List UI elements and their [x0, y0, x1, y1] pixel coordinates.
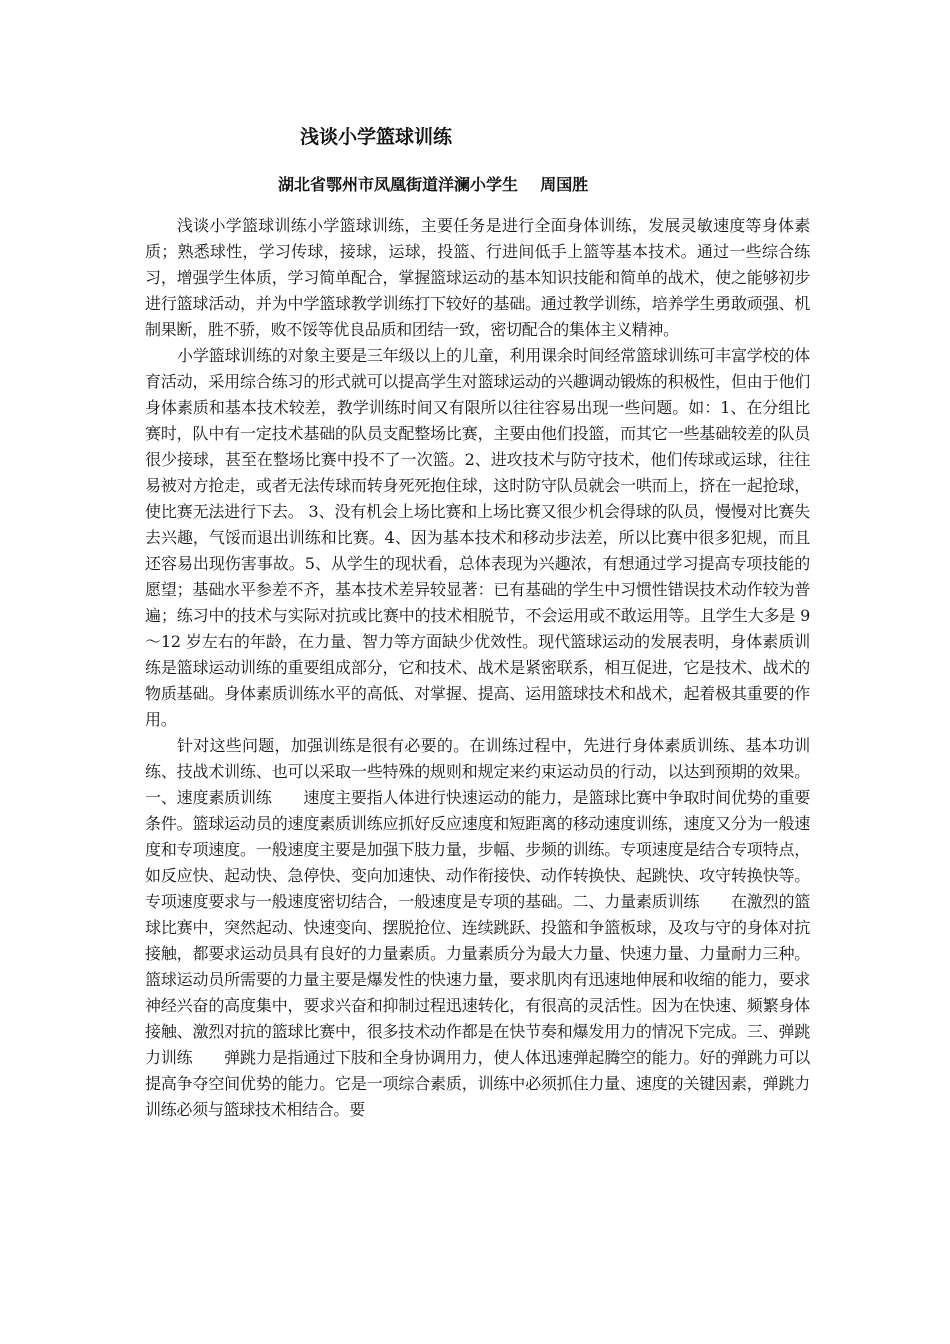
- author-line: 湖北省鄂州市凤凰街道洋澜小学生 周国胜: [278, 175, 589, 194]
- body-paragraph-2: 小学篮球训练的对象主要是三年级以上的儿童，利用课余时间经常篮球训练可丰富学校的体育活动，采用综合练习的形式就可以提高学生对篮球运动的兴趣调动锻炼的积极性，但由于他们身体素质和基本技术较差，教学训练时间又有限所以往往容易出现一些问题。如：1、在分组比赛时，队中有一定技术基础的队员支配整场比赛，主要由他们投篮，而其它一些基础较差的队员很少接球，甚至在整场比赛中投不了一次篮。2、进攻技术与防守技术，他们传球或运球，往往易被对方抢走，或者无法传球而转身死死抱住球，这时防守队员就会一哄而上，挤在一起抢球，使比赛无法进行下去。 3、没有机会上场比赛和上场比赛又很少机会得球的队员，慢慢对比赛失去兴趣，气馁而退出训练和比赛。4、因为基本技术和移动步法差，所以比赛中很多犯规，而且还容易出现伤害事故。5、从学生的现状看，总体表现为兴趣浓，有想通过学习提高专项技能的愿望；基础水平参差不齐，基本技术差异较显著：已有基础的学生中习惯性错误技术动作较为普遍；练习中的技术与实际对抗或比赛中的技术相脱节，不会运用或不敢运用等。且学生大多是 9～12 岁左右的年龄，在力量、智力等方面缺少优效性。现代篮球运动的发展表明，身体素质训练是篮球运动训练的重要组成部分，它和技术、战术是紧密联系，相互促进，它是技术、战术的物质基础。身体素质训练水平的高低、对掌握、提高、运用篮球技术和战术，起着极其重要的作用。: [145, 346, 810, 729]
- body-paragraph-3: 针对这些问题，加强训练是很有必要的。在训练过程中，先进行身体素质训练、基本功训练、技战术训练、也可以采取一些特殊的规则和规定来约束运动员的行动，以达到预期的效果。一、速度素质训练 速度主要指人体进行快速运动的能力，是篮球比赛中争取时间优势的重要条件。篮球运动员的速度素质训练应抓好反应速度和短距离的移动速度训练，速度又分为一般速度和专项速度。一般速度主要是加强下肢力量，步幅、步频的训练。专项速度是结合专项特点，如反应快、起动快、急停快、变向加速快、动作衔接快、动作转换快、起跳快、攻守转换快等。专项速度要求与一般速度密切结合，一般速度是专项的基础。二、力量素质训练 在激烈的篮球比赛中，突然起动、快速变向、摆脱抢位、连续跳跃、投篮和争篮板球，及攻与守的身体对抗接触，都要求运动员具有良好的力量素质。力量素质分为最大力量、快速力量、力量耐力三种。篮球运动员所需要的力量主要是爆发性的快速力量，要求肌肉有迅速地伸展和收缩的能力，要求神经兴奋的高度集中，要求兴奋和抑制过程迅速转化，有很高的灵活性。因为在快速、频繁身体接触、激烈对抗的篮球比赛中，很多技术动作都是在快节奏和爆发用力的情况下完成。三、弹跳力训练 弹跳力是指通过下肢和全身协调用力，使人体迅速弹起腾空的能力。好的弹跳力可以提高争夺空间优势的能力。它是一项综合素质，训练中必须抓住力量、速度的关键因素，弹跳力训练必须与篮球技术相结合。要: [145, 736, 810, 1119]
- body-paragraph-1: 浅谈小学篮球训练小学篮球训练，主要任务是进行全面身体训练，发展灵敏速度等身体素质；熟悉球性，学习传球，接球，运球，投篮、行进间低手上篮等基本技术。通过一些综合练习，增强学生体质，学习简单配合，掌握篮球运动的基本知识技能和简单的战术，使之能够初步进行篮球活动，并为中学篮球教学训练打下较好的基础。通过教学训练，培养学生勇敢顽强、机制果断，胜不骄，败不馁等优良品质和团结一致，密切配合的集体主义精神。: [145, 216, 810, 339]
- document-body: [145, 213, 810, 1123]
- document-title: 浅谈小学篮球训练: [300, 126, 453, 148]
